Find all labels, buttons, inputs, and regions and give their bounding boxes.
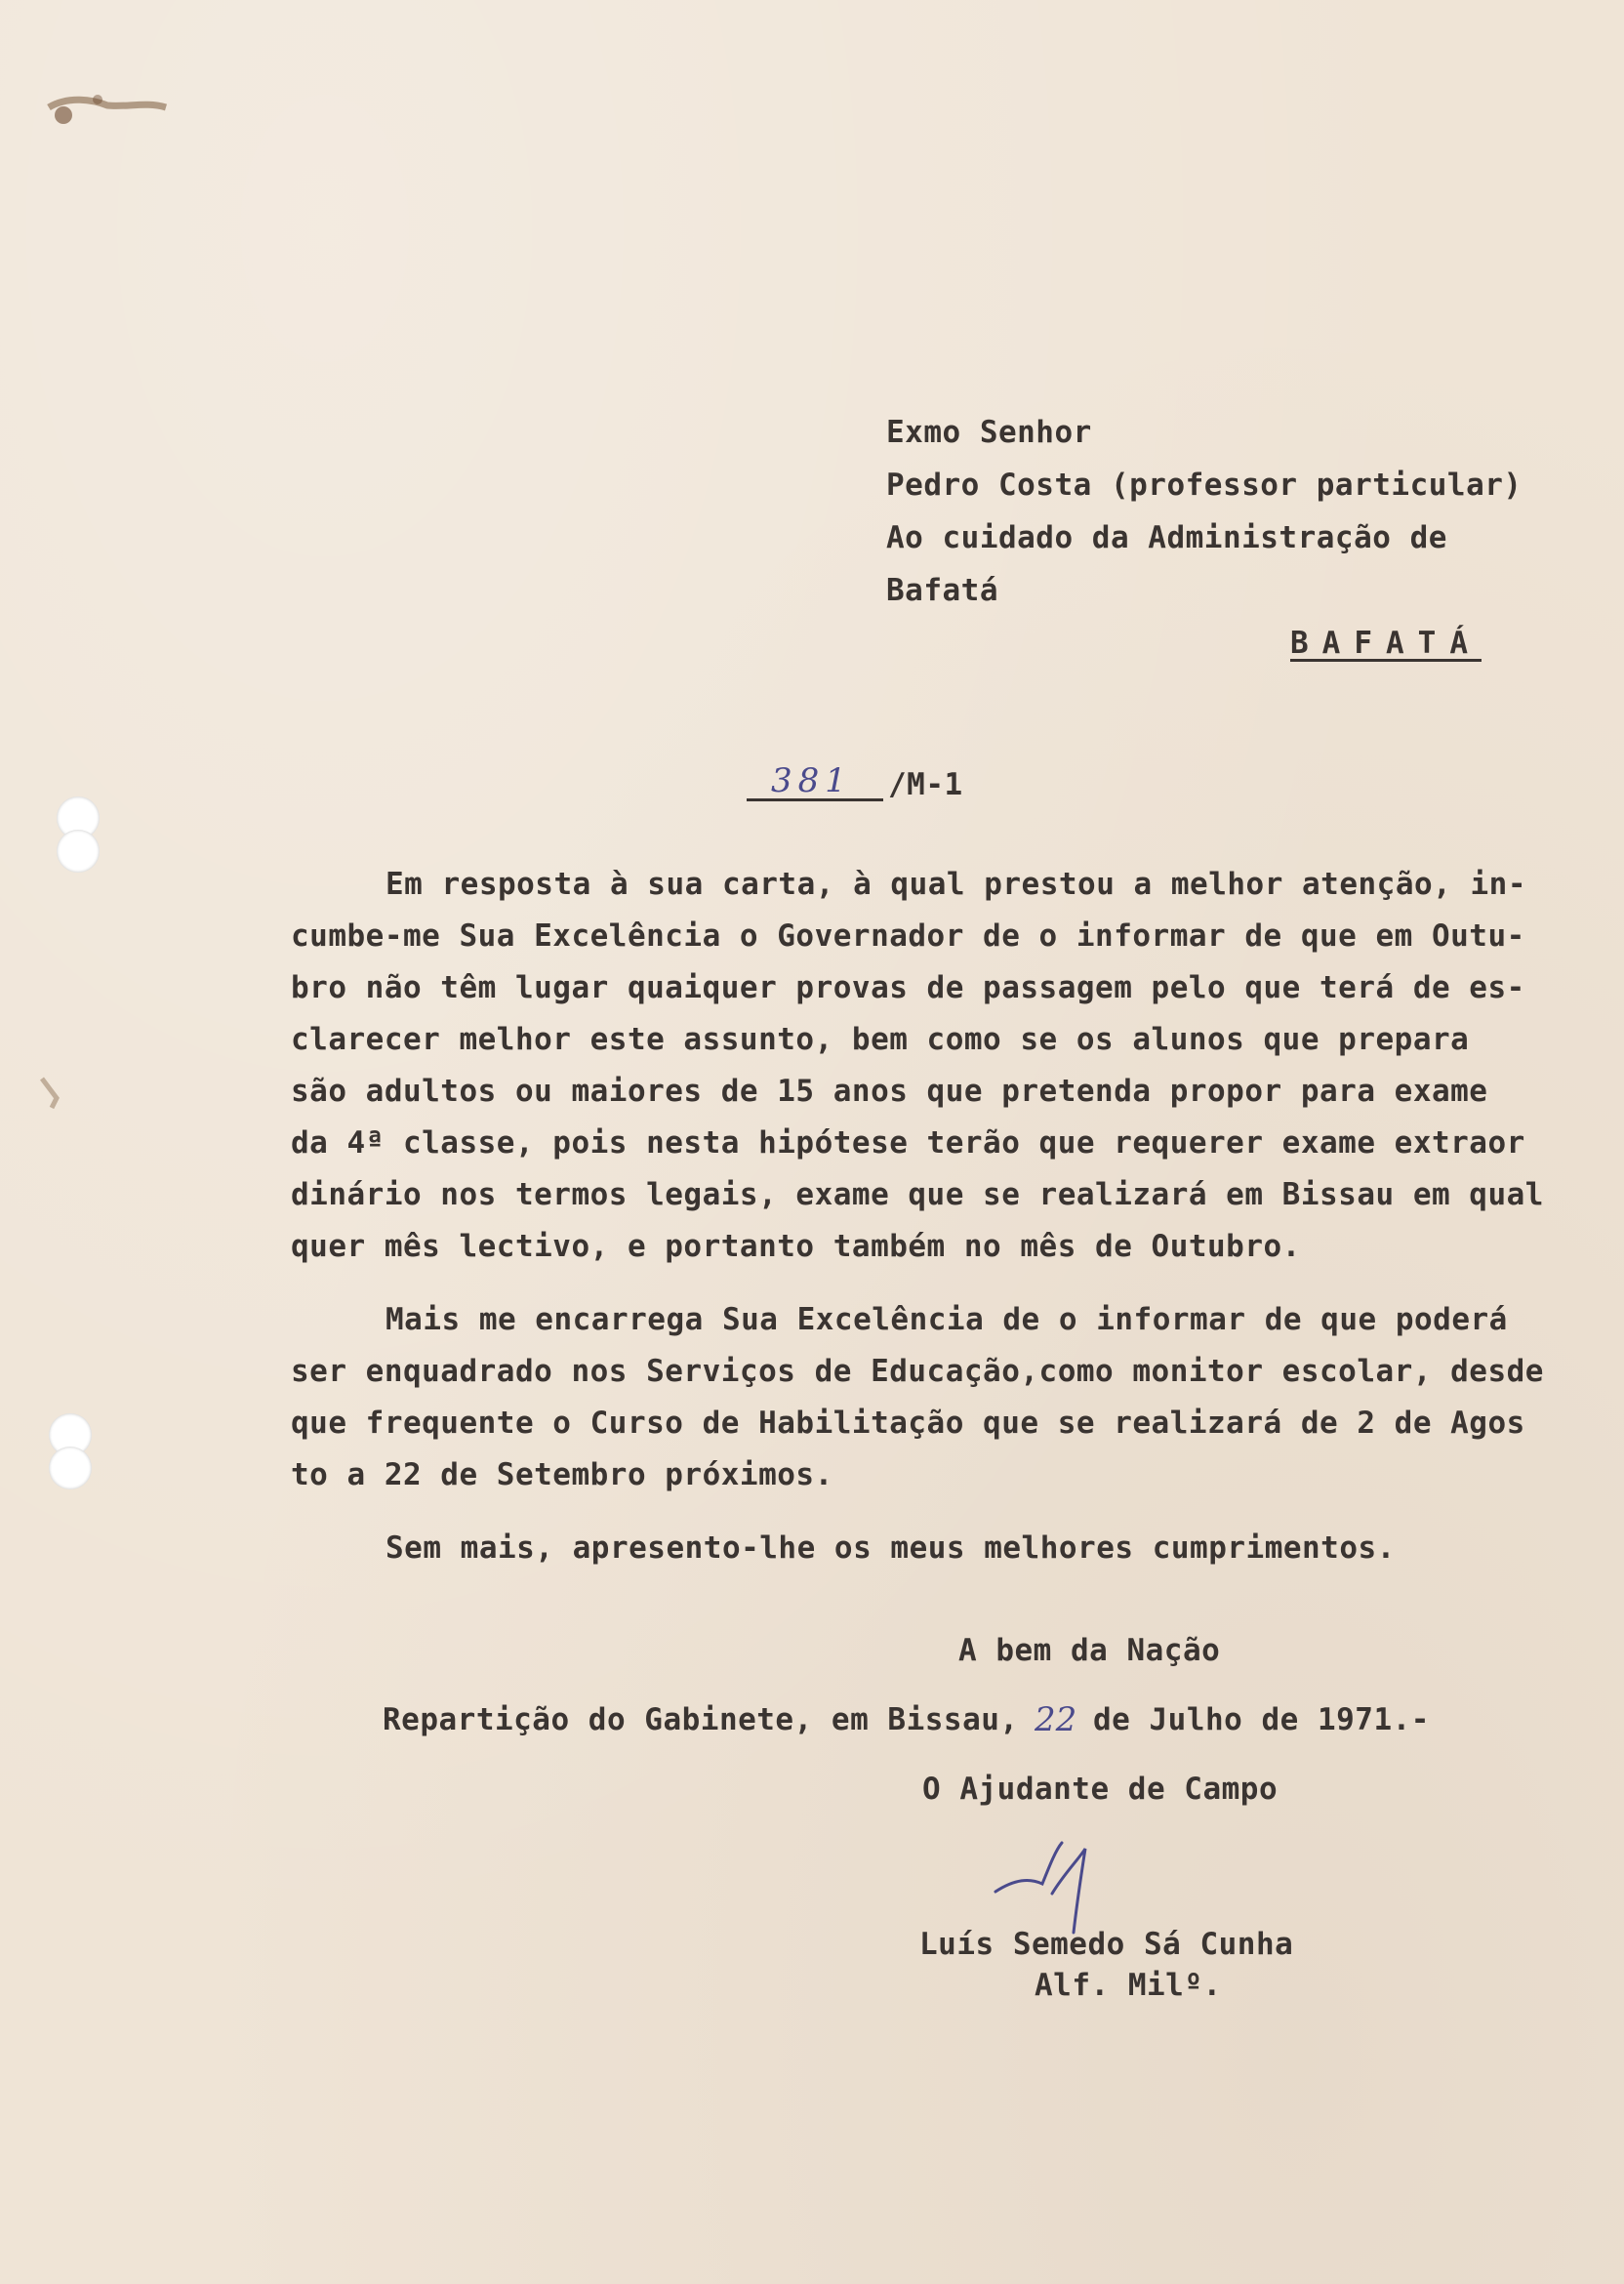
body-line: cumbe-me Sua Excelência o Governador de o informar de que em Outu- <box>291 918 1525 954</box>
body-line: to a 22 de Setembro próximos. <box>291 1457 833 1492</box>
closing-day: 22 <box>1035 1700 1077 1739</box>
body-line: Sem mais, apresento-lhe os meus melhores cumprimentos. <box>386 1530 1396 1566</box>
rust-stain <box>39 78 176 137</box>
body-line: quer mês lectivo, e portanto também no mês de Outubro. <box>291 1229 1301 1264</box>
address-salutation: Exmo Senhor <box>886 415 1092 450</box>
closing-role: O Ajudante de Campo <box>922 1772 1279 1807</box>
body-line: que frequente o Curso de Habilitação que se realizará de 2 de Agos <box>291 1406 1525 1441</box>
body-line: são adultos ou maiores de 15 anos que pretenda propor para exame <box>291 1074 1488 1109</box>
signatory-name: Luís Semedo Sá Cunha <box>919 1927 1294 1962</box>
body-line: bro não têm lugar quaiquer provas de passagem pelo que terá de es- <box>291 970 1525 1005</box>
body-line: clarecer melhor este assunto, bem como se os alunos que prepara <box>291 1022 1470 1057</box>
body-line: Mais me encarrega Sua Excelência de o informar de que poderá <box>386 1302 1508 1337</box>
body-line: Em resposta à sua carta, à qual prestou a melhor atenção, in- <box>386 867 1526 902</box>
address-destination: BAFATÁ <box>1290 626 1482 661</box>
closing-salutation: A bem da Nação <box>958 1633 1221 1668</box>
address-town: Bafatá <box>886 573 998 608</box>
punch-hole <box>49 1447 92 1489</box>
closing-date: de Julho de 1971.- <box>1093 1702 1430 1737</box>
address-recipient: Pedro Costa (professor particular) <box>886 468 1522 503</box>
reference-number: 381 <box>771 761 852 800</box>
body-line: dinário nos termos legais, exame que se realizará em Bissau em qual <box>291 1177 1544 1212</box>
body-line: da 4ª classe, pois nesta hipótese terão que requerer exame extraor <box>291 1125 1525 1161</box>
address-care-of: Ao cuidado da Administração de <box>886 520 1447 555</box>
reference-suffix: /M-1 <box>888 767 963 802</box>
closing-place: Repartição do Gabinete, em Bissau, <box>383 1702 1019 1737</box>
punch-hole <box>57 830 100 873</box>
small-stain <box>37 1074 66 1113</box>
body-line: ser enquadrado nos Serviços de Educação,como monitor escolar, desde <box>291 1354 1544 1389</box>
signatory-rank: Alf. Milº. <box>1035 1968 1222 2003</box>
